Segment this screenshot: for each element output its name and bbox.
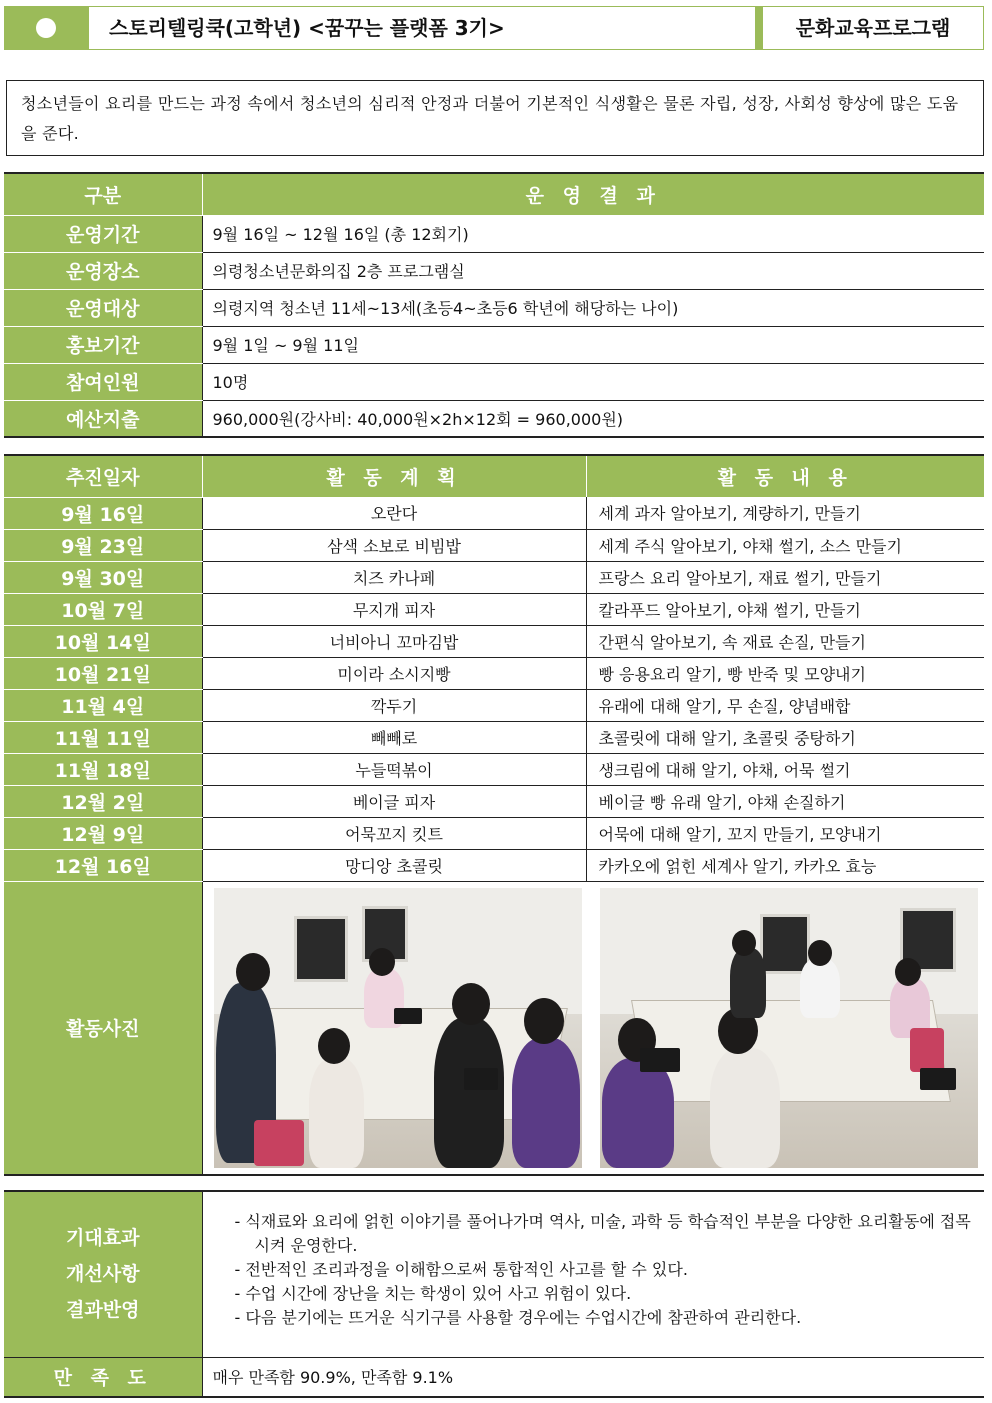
header-bar <box>4 6 984 50</box>
summary-label: 운영대상 <box>4 289 202 326</box>
table-row <box>4 753 984 785</box>
schedule-content: 세계 주식 알아보기, 야채 썰기, 소스 만들기 <box>586 529 984 561</box>
schedule-content: 베이글 빵 유래 알기, 야채 손질하기 <box>586 785 984 817</box>
schedule-content: 프랑스 요리 알아보기, 재료 썰기, 만들기 <box>586 561 984 593</box>
summary-table <box>4 172 984 438</box>
table-row <box>4 721 984 753</box>
program-category: 문화교육프로그램 <box>762 6 984 50</box>
schedule-date: 9월 23일 <box>4 529 202 561</box>
summary-value: 의령청소년문화의집 2층 프로그램실 <box>202 252 984 289</box>
summary-value: 9월 1일 ~ 9월 11일 <box>202 326 984 363</box>
schedule-date: 9월 16일 <box>4 497 202 529</box>
table-row <box>4 849 984 881</box>
schedule-plan: 삼색 소보로 비빔밥 <box>202 529 586 561</box>
summary-label: 운영장소 <box>4 252 202 289</box>
schedule-date: 10월 21일 <box>4 657 202 689</box>
table-row <box>4 593 984 625</box>
schedule-date: 12월 16일 <box>4 849 202 881</box>
schedule-date: 11월 4일 <box>4 689 202 721</box>
evaluation-content <box>202 1191 984 1357</box>
schedule-plan: 치즈 카나페 <box>202 561 586 593</box>
schedule-header-date: 추진일자 <box>4 455 202 497</box>
schedule-plan: 누들떡볶이 <box>202 753 586 785</box>
schedule-date: 10월 7일 <box>4 593 202 625</box>
schedule-plan: 오란다 <box>202 497 586 529</box>
summary-label: 참여인원 <box>4 363 202 400</box>
list-item: - 다음 분기에는 뜨거운 식기구를 사용할 경우에는 수업시간에 참관하여 관리한다. <box>234 1308 802 1327</box>
schedule-date: 11월 11일 <box>4 721 202 753</box>
table-row <box>4 529 984 561</box>
schedule-date: 12월 2일 <box>4 785 202 817</box>
header-marker <box>4 6 88 50</box>
summary-value: 10명 <box>202 363 984 400</box>
summary-value: 960,000원(강사비: 40,000원×2h×12회 = 960,000원) <box>202 400 984 437</box>
schedule-plan: 베이글 피자 <box>202 785 586 817</box>
list-item: - 전반적인 조리과정을 이해함으로써 통합적인 사고를 할 수 있다. <box>234 1260 688 1279</box>
schedule-date: 9월 30일 <box>4 561 202 593</box>
summary-value: 9월 16일 ~ 12월 16일 (총 12회기) <box>202 215 984 252</box>
summary-header-result: 운 영 결 과 <box>202 173 984 215</box>
evaluation-table <box>4 1190 984 1398</box>
summary-label: 홍보기간 <box>4 326 202 363</box>
page-title: 스토리텔링쿡(고학년) <꿈꾸는 플랫폼 3기> <box>88 6 756 50</box>
table-row <box>4 625 984 657</box>
activity-photo-1 <box>214 888 582 1168</box>
schedule-header-plan: 활 동 계 획 <box>202 455 586 497</box>
activity-photo-2 <box>600 888 978 1168</box>
schedule-plan: 빼빼로 <box>202 721 586 753</box>
schedule-date: 12월 9일 <box>4 817 202 849</box>
schedule-content: 간편식 알아보기, 속 재료 손질, 만들기 <box>586 625 984 657</box>
schedule-content: 어묵에 대해 알기, 꼬지 만들기, 모양내기 <box>586 817 984 849</box>
table-row <box>4 785 984 817</box>
summary-label: 운영기간 <box>4 215 202 252</box>
circle-bullet-icon <box>36 18 56 38</box>
schedule-content: 초콜릿에 대해 알기, 초콜릿 중탕하기 <box>586 721 984 753</box>
table-row <box>4 657 984 689</box>
table-row <box>4 817 984 849</box>
schedule-date: 10월 14일 <box>4 625 202 657</box>
schedule-content: 세계 과자 알아보기, 계량하기, 만들기 <box>586 497 984 529</box>
schedule-content: 빵 응용요리 알기, 빵 반죽 및 모양내기 <box>586 657 984 689</box>
schedule-content: 유래에 대해 알기, 무 손질, 양념배합 <box>586 689 984 721</box>
schedule-plan: 너비아니 꼬마김밥 <box>202 625 586 657</box>
schedule-content: 생크림에 대해 알기, 야채, 어묵 썰기 <box>586 753 984 785</box>
summary-header-category: 구분 <box>4 173 202 215</box>
table-row <box>4 561 984 593</box>
schedule-content: 칼라푸드 알아보기, 야채 썰기, 만들기 <box>586 593 984 625</box>
schedule-plan: 망디앙 초콜릿 <box>202 849 586 881</box>
schedule-plan: 깍두기 <box>202 689 586 721</box>
schedule-content: 카카오에 얽힌 세계사 알기, 카카오 효능 <box>586 849 984 881</box>
schedule-plan: 어묵꼬지 킷트 <box>202 817 586 849</box>
schedule-date: 11월 18일 <box>4 753 202 785</box>
summary-label: 예산지출 <box>4 400 202 437</box>
list-item: - 식재료와 요리에 얽힌 이야기를 풀어나가며 역사, 미술, 과학 등 학습적인 부분을 다양한 요리활동에 접목시켜 운영한다. <box>234 1212 971 1255</box>
schedule-plan: 무지개 피자 <box>202 593 586 625</box>
table-row <box>4 497 984 529</box>
satisfaction-label: 만 족 도 <box>4 1357 202 1397</box>
table-row <box>4 689 984 721</box>
schedule-header-content: 활 동 내 용 <box>586 455 984 497</box>
satisfaction-value: 매우 만족함 90.9%, 만족함 9.1% <box>202 1357 984 1397</box>
summary-value: 의령지역 청소년 11세~13세(초등4~초등6 학년에 해당하는 나이) <box>202 289 984 326</box>
evaluation-label: 기대효과 개선사항 결과반영 <box>4 1191 202 1357</box>
intro-text: 청소년들이 요리를 만드는 과정 속에서 청소년의 심리적 안정과 더불어 기본적인 식생활은 물론 자립, 성장, 사회성 향상에 많은 도움을 준다. <box>6 80 984 156</box>
list-item: - 수업 시간에 장난을 치는 학생이 있어 사고 위험이 있다. <box>234 1284 632 1303</box>
photo-label: 활동사진 <box>4 881 202 1175</box>
schedule-plan: 미이라 소시지빵 <box>202 657 586 689</box>
